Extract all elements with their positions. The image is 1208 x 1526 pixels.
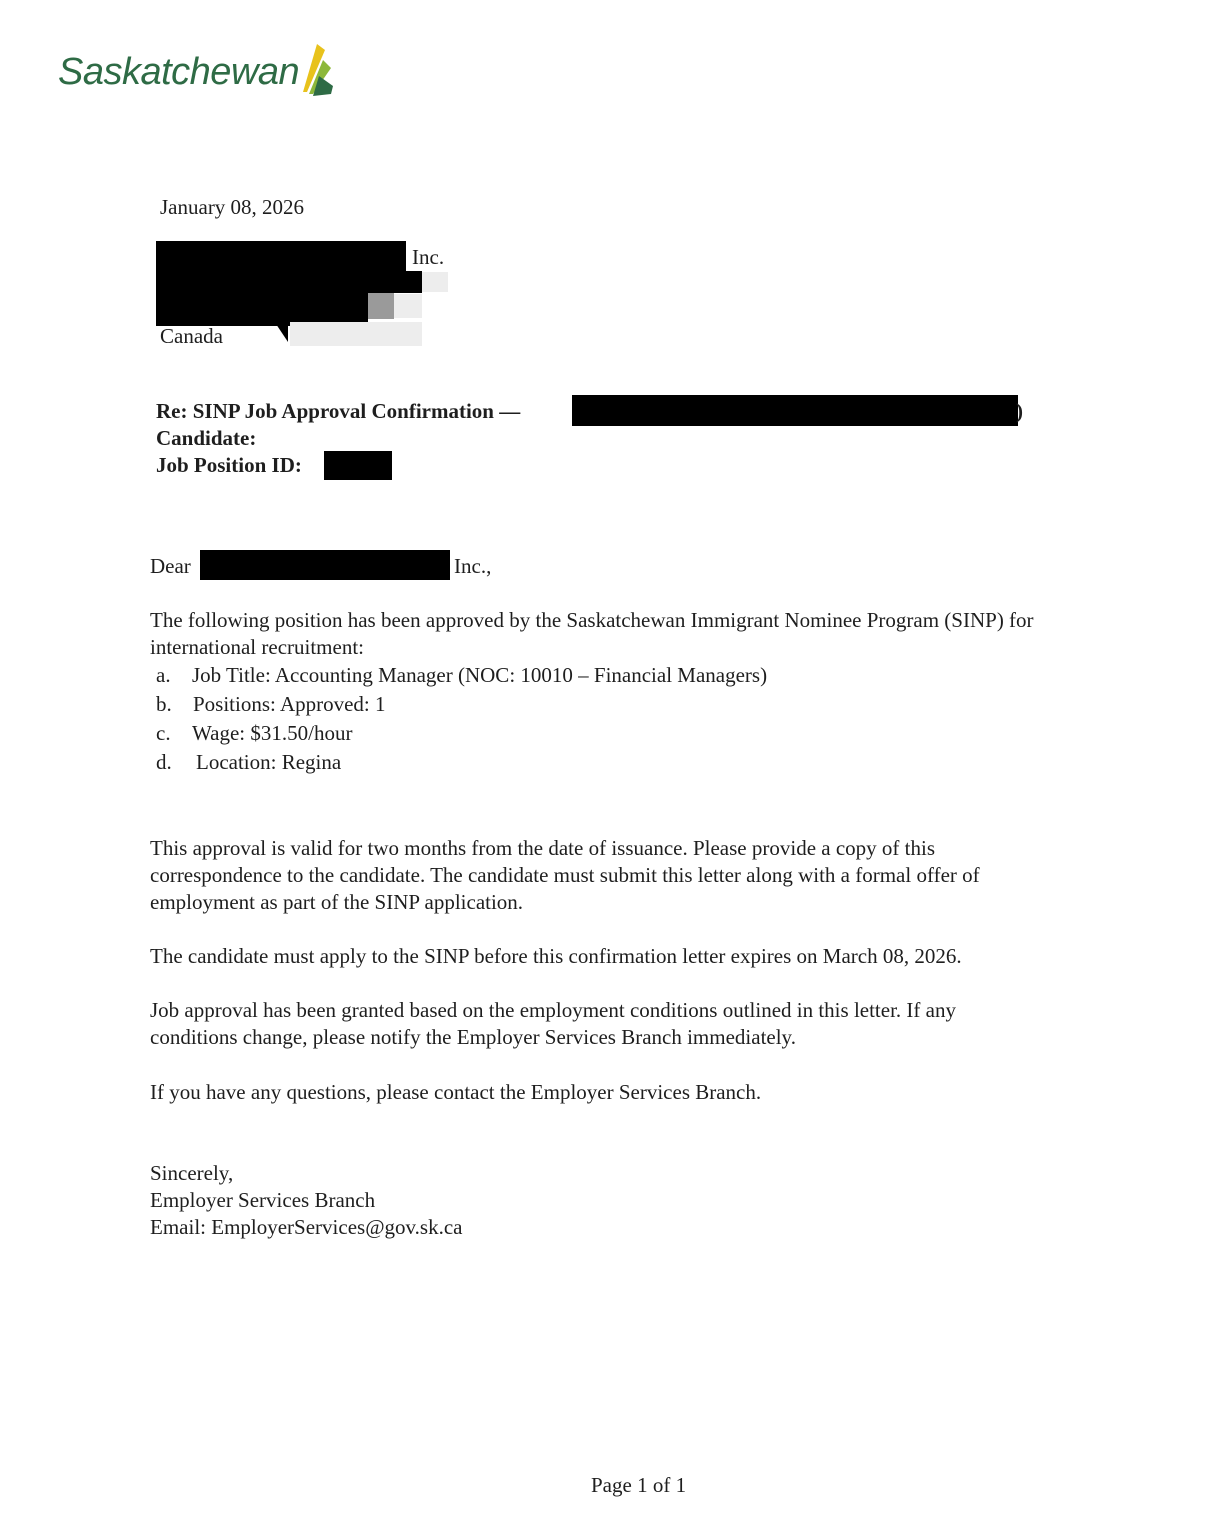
page-number: Page 1 of 1 <box>591 1473 687 1497</box>
candidate-label: Candidate: <box>156 426 257 450</box>
intro-paragraph: The following position has been approved by the Saskatchewan Immigrant Nominee Program (SINP) for international recruitment: <box>150 608 1034 659</box>
job-position-label: Job Position ID: <box>156 453 302 477</box>
redacted-address-line <box>156 271 422 293</box>
redaction-fade-2 <box>394 294 422 318</box>
salutation-suffix: Inc., <box>454 554 492 578</box>
closing-sincerely: Sincerely, <box>150 1161 234 1185</box>
redacted-recipient <box>200 550 450 580</box>
validity-paragraph: This approval is valid for two months from the date of issuance. Please provide a copy of this correspondence to the candidate. The candidate must submit this letter along with a formal offer of employment as part of the SINP application. <box>150 836 980 914</box>
redacted-subject <box>572 395 1018 426</box>
redaction-fade <box>422 272 448 292</box>
letter-date: January 08, 2026 <box>160 195 305 219</box>
address-country: Canada <box>160 324 223 348</box>
redacted-job-position-id <box>324 451 392 480</box>
subject-re-line: Re: SINP Job Approval Confirmation — <box>156 399 521 423</box>
questions-paragraph: If you have any questions, please contact the Employer Services Branch. <box>150 1080 762 1104</box>
closing-email: Email: EmployerServices@gov.sk.ca <box>150 1215 463 1239</box>
conditions-paragraph: Job approval has been granted based on the employment conditions outlined in this letter. If any conditions change, please notify the Employer Services Branch immediately. <box>150 998 956 1049</box>
list-item-wage: c. Wage: $31.50/hour <box>156 721 353 745</box>
redacted-company-name <box>156 241 406 271</box>
wheat-icon <box>295 42 335 98</box>
redaction-tail <box>276 324 288 342</box>
expiry-paragraph: The candidate must apply to the SINP before this confirmation letter expires on March 08, 2026. <box>150 944 962 968</box>
list-item-location: d. Location: Regina <box>156 750 342 774</box>
redaction-grey <box>368 293 394 319</box>
address-inc: Inc. <box>412 245 445 269</box>
closing-signature: Employer Services Branch <box>150 1188 376 1212</box>
list-item-job-title: a. Job Title: Accounting Manager (NOC: 10010 – Financial Managers) <box>156 663 768 687</box>
saskatchewan-logo <box>58 42 335 102</box>
salutation-dear: Dear <box>150 554 191 578</box>
redaction-fade-3 <box>290 322 422 346</box>
list-item-positions: b. Positions: Approved: 1 <box>156 692 386 716</box>
subject-trailing: ) <box>1016 399 1023 423</box>
logo-wordmark: Saskatchewan <box>58 51 300 93</box>
